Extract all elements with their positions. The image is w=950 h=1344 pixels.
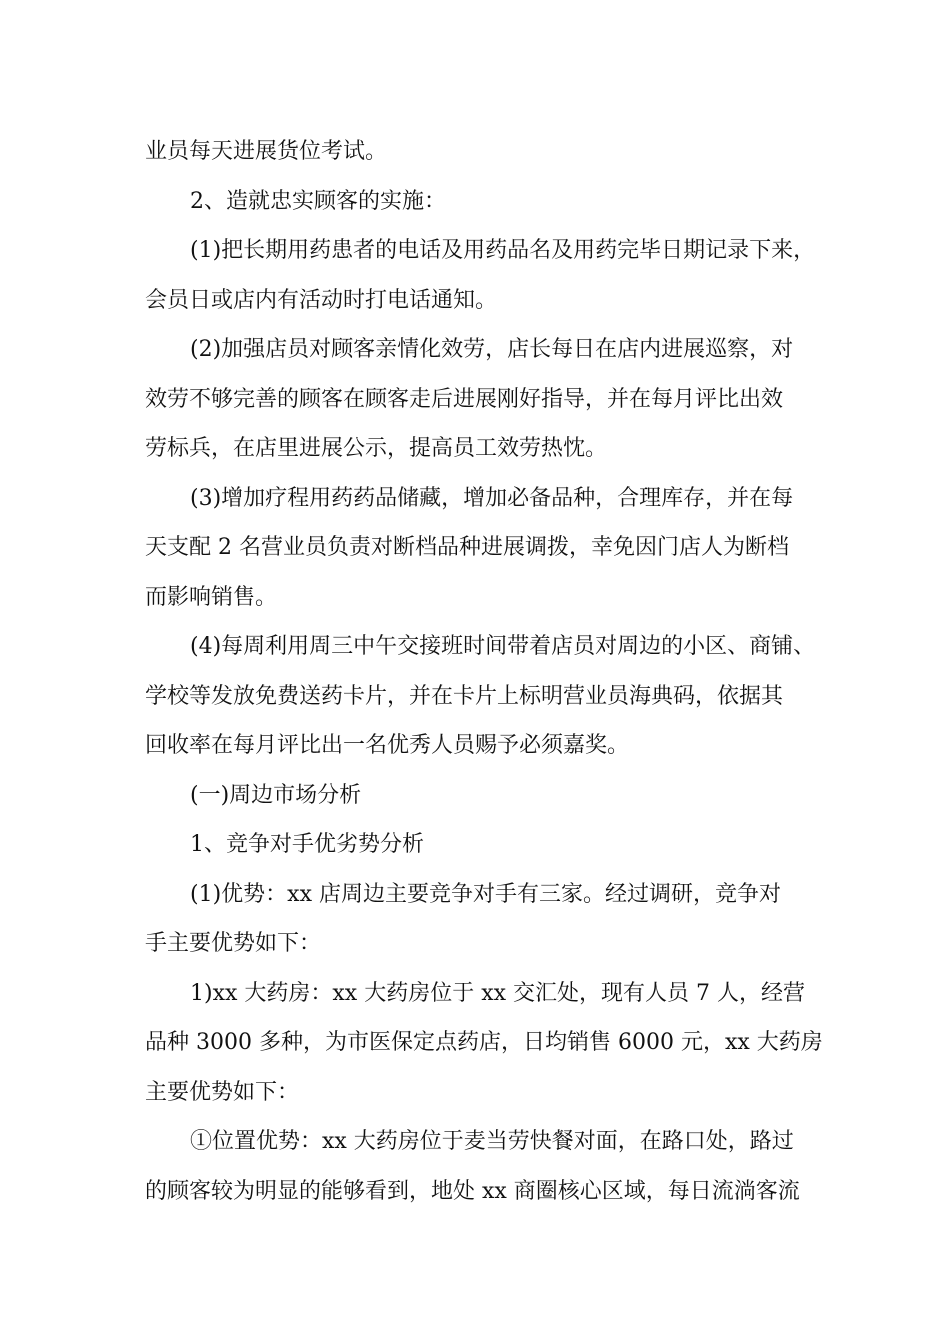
- text-line: 2、造就忠实顾客的实施：: [190, 188, 446, 214]
- text-line: 主要优势如下：: [145, 1079, 300, 1105]
- text-line: 而影响销售。: [145, 584, 278, 610]
- text-line: 效劳不够完善的顾客在顾客走后进展刚好指导，并在每月评比出效: [145, 386, 784, 412]
- text-line: 业员每天进展货位考试。: [145, 139, 388, 164]
- text-line: 回收率在每月评比出一名优秀人员赐予必须嘉奖。: [145, 733, 630, 758]
- text-line: 的顾客较为明显的能够看到，地处 xx 商圈核心区域，每日流淌客流: [145, 1178, 800, 1204]
- text-line: 劳标兵，在店里进展公示，提高员工效劳热忱。: [145, 436, 608, 461]
- text-line: (3)增加疗程用药药品储藏，增加必备品种，合理库存，并在每: [190, 485, 794, 511]
- document-body: [145, 132, 823, 1221]
- text-line: 手主要优势如下：: [145, 931, 322, 956]
- text-line: 学校等发放免费送药卡片，并在卡片上标明营业员海典码，依据其: [145, 683, 784, 709]
- text-line: (4)每周利用周三中午交接班时间带着店员对周边的小区、商铺、: [190, 634, 816, 659]
- text-line: ①位置优势：xx 大药房位于麦当劳快餐对面，在路口处，路过: [190, 1129, 794, 1154]
- text-line: 1)xx 大药房：xx 大药房位于 xx 交汇处，现有人员 7 人，经营: [190, 980, 805, 1006]
- text-line: (1)优势：xx 店周边主要竞争对手有三家。经过调研，竞争对: [190, 881, 781, 907]
- text-line: 品种 3000 多种，为市医保定点药店，日均销售 6000 元，xx 大药房: [145, 1030, 823, 1055]
- text-line: (1)把长期用药患者的电话及用药品名及用药完毕日期记录下来，: [190, 238, 816, 263]
- section-heading: (一)周边市场分析: [190, 782, 362, 808]
- text-line: 天支配 2 名营业员负责对断档品种进展调拨，幸免因门店人为断档: [145, 535, 789, 560]
- text-line: (2)加强店员对顾客亲情化效劳，店长每日在店内进展巡察，对: [190, 337, 794, 362]
- text-line: 会员日或店内有活动时打电话通知。: [145, 287, 498, 313]
- subsection-heading: 1、竞争对手优劣势分析: [190, 832, 424, 857]
